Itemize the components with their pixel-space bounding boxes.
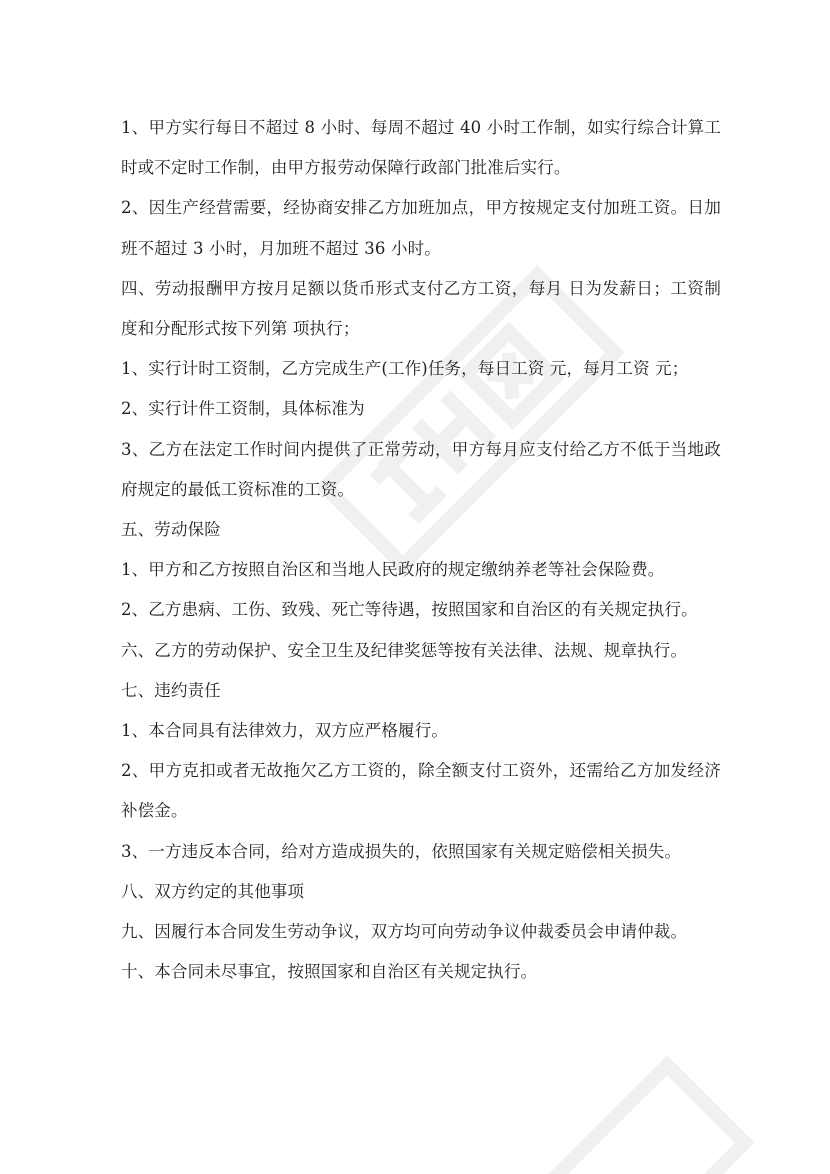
paragraph-social-insurance: 1、甲方和乙方按照自治区和当地人民政府的规定缴纳养老等社会保险费。 [121,560,665,580]
document-body [121,108,721,992]
paragraph-hourly-wage: 1、实行计时工资制，乙方完成生产(工作)任务，每日工资 元，每月工资 元； [121,359,689,379]
section-heading-liability: 七、违约责任 [121,680,221,700]
paragraph-piece-wage: 2、实行计件工资制，具体标准为 [121,399,365,419]
paragraph-remuneration: 四、劳动报酬甲方按月足额以货币形式支付乙方工资，每月 日为发薪日；工资制度和分配形式按下列第 项执行； [121,278,721,339]
paragraph-unresolved-matters: 十、本合同未尽事宜，按照国家和自治区有关规定执行。 [121,962,538,982]
paragraph-overtime: 2、因生产经营需要，经协商安排乙方加班加点，甲方按规定支付加班工资。日加班不超过 3 小时，月加班不超过 36 小时。 [121,198,721,258]
paragraph-wage-arrears: 2、甲方克扣或者无故拖欠乙方工资的，除全额支付工资外，还需给乙方加发经济补偿金。 [121,761,721,821]
section-heading-insurance: 五、劳动保险 [121,520,221,540]
paragraph-breach-compensation: 3、一方违反本合同，给对方造成损失的，依照国家有关规定赔偿相关损失。 [121,841,682,861]
section-heading-other-matters: 八、双方约定的其他事项 [121,881,305,901]
paragraph-labor-protection: 六、乙方的劳动保护、安全卫生及纪律奖惩等按有关法律、法规、规章执行。 [121,640,688,660]
paragraph-legal-effect: 1、本合同具有法律效力，双方应严格履行。 [121,721,448,741]
paragraph-working-hours: 1、甲方实行每日不超过 8 小时、每周不超过 40 小时工作制，如实行综合计算工时或不定时工作制，由甲方报劳动保障行政部门批准后实行。 [121,118,721,178]
paragraph-minimum-wage: 3、乙方在法定工作时间内提供了正常劳动，甲方每月应支付给乙方不低于当地政府规定的最低工资标准的工资。 [121,439,721,499]
paragraph-dispute-arbitration: 九、因履行本合同发生劳动争议，双方均可向劳动争议仲裁委员会申请仲裁。 [121,922,688,942]
paragraph-injury-benefits: 2、乙方患病、工伤、致残、死亡等待遇，按照国家和自治区的有关规定执行。 [121,600,698,620]
